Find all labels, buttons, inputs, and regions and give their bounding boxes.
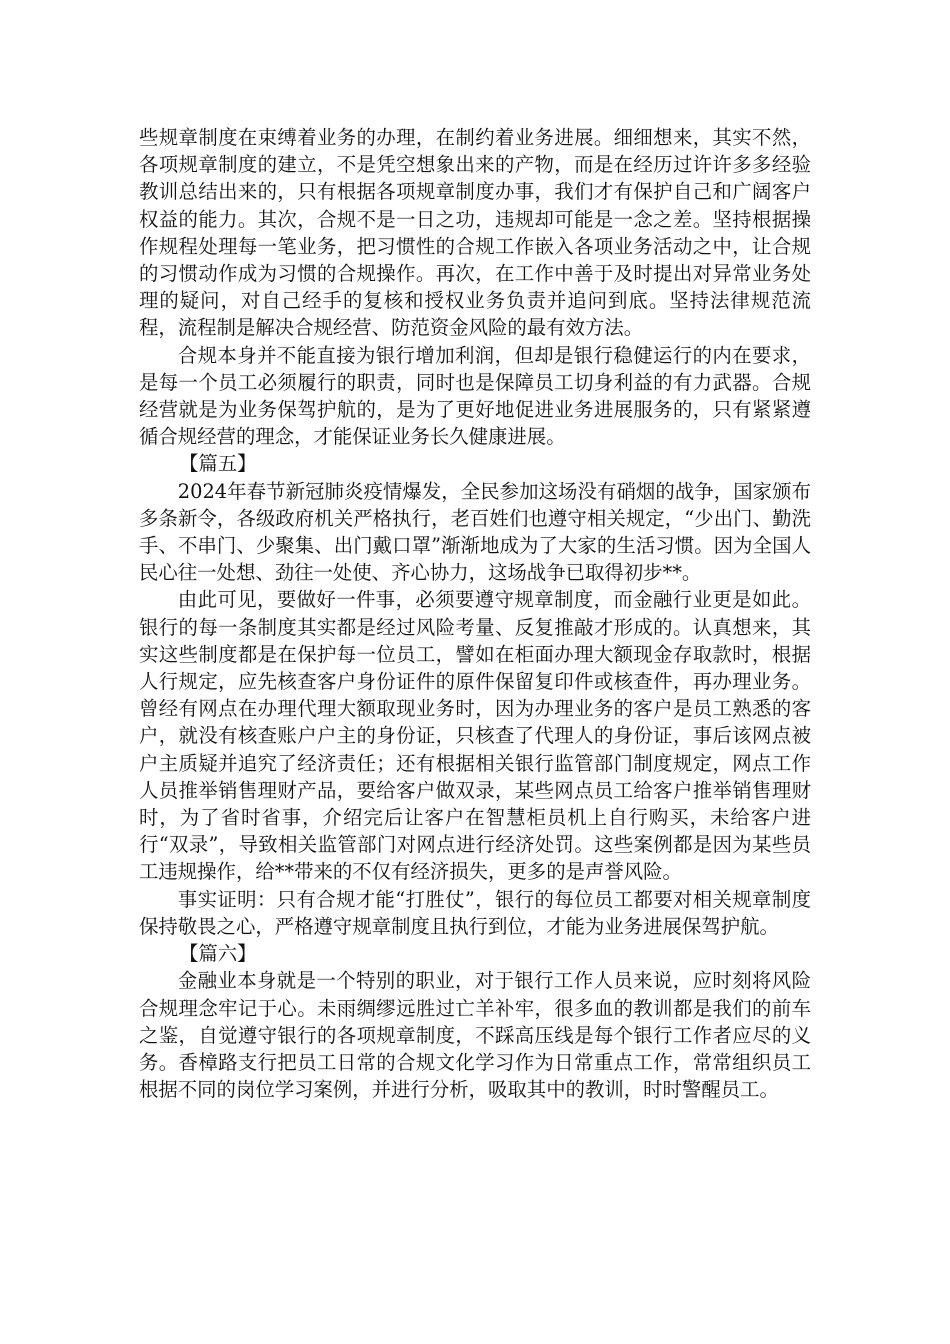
paragraph: 事实证明：只有合规才能“打胜仗”，银行的每位员工都要对相关规章制度保持敬畏之心，严格遵守规章制度且执行到位，才能为业务进展保驾护航。 [139, 887, 811, 938]
paragraph: 些规章制度在束缚着业务的办理，在制约着业务进展。细细想来，其实不然，各项规章制度的建立，不是凭空想象出来的产物，而是在经历过许许多多经验教训总结出来的，只有根据各项规章制度办事，我们才有保护自己和广阔客户权益的能力。其次，合规不是一日之功，违规却可能是一念之差。坚持根据操作规程处理每一笔业务，把习惯性的合规工作嵌入各项业务活动之中，让合规的习惯动作成为习惯的合规操作。再次，在工作中善于及时提出对异常业务处理的疑问，对自己经手的复核和授权业务负责并追问到底。坚持法律规范流程，流程制是解决合规经营、防范资金风险的最有效方法。 [139, 126, 811, 340]
section-heading: 【篇六】 [179, 942, 257, 966]
paragraph: 金融业本身就是一个特别的职业，对于银行工作人员来说，应时刻将风险合规理念牢记于心。未雨绸缪远胜过亡羊补牢，很多血的教训都是我们的前车之鉴，自觉遵守银行的各项规章制度，不踩高压线是每个银行工作者应尽的义务。香樟路支行把员工日常的合规文化学习作为日常重点工作，常常组织员工根据不同的岗位学习案例，并进行分析，吸取其中的教训，时时警醒员工。 [139, 969, 811, 1102]
section-heading: 【篇五】 [179, 452, 257, 476]
paragraph: 由此可见，要做好一件事，必须要遵守规章制度，而金融行业更是如此。银行的每一条制度其实都是经过风险考量、反复推敲才形成的。认真想来，其实这些制度都是在保护每一位员工，譬如在柜面办理大额现金存取款时，根据人行规定，应先核查客户身份证件的原件保留复印件或核查件，再办理业务。曾经有网点在办理代理大额取现业务时，因为办理业务的客户是员工熟悉的客户，就没有核查账户户主的身份证，只核查了代理人的身份证，事后该网点被户主质疑并追究了经济责任；还有根据相关银行监管部门制度规定，网点工作人员推举销售理财产品，要给客户做双录，某些网点员工给客户推举销售理财时，为了省时省事，介绍完后让客户在智慧柜员机上自行购买，未给客户进行“双录”，导致相关监管部门对网点进行经济处罚。这些案例都是因为某些员工违规操作，给**带来的不仅有经济损失，更多的是声誉风险。 [139, 588, 811, 884]
paragraph: 合规本身并不能直接为银行增加利润，但却是银行稳健运行的内在要求，是每一个员工必须履行的职责，同时也是保障员工切身利益的有力武器。合规经营就是为业务保驾护航的，是为了更好地促进业务进展服务的，只有紧紧遵循合规经营的理念，才能保证业务长久健康进展。 [139, 343, 811, 449]
paragraph: 2024年春节新冠肺炎疫情爆发，全民参加这场没有硝烟的战争，国家颁布多条新令，各级政府机关严格执行，老百姓们也遵守相关规定，“少出门、勤洗手、不串门、少聚集、出门戴口罩”渐渐地成为了大家的生活习惯。因为全国人民心往一处想、劲往一处使、齐心协力，这场战争已取得初步**。 [139, 479, 811, 585]
document-body [139, 124, 811, 1103]
